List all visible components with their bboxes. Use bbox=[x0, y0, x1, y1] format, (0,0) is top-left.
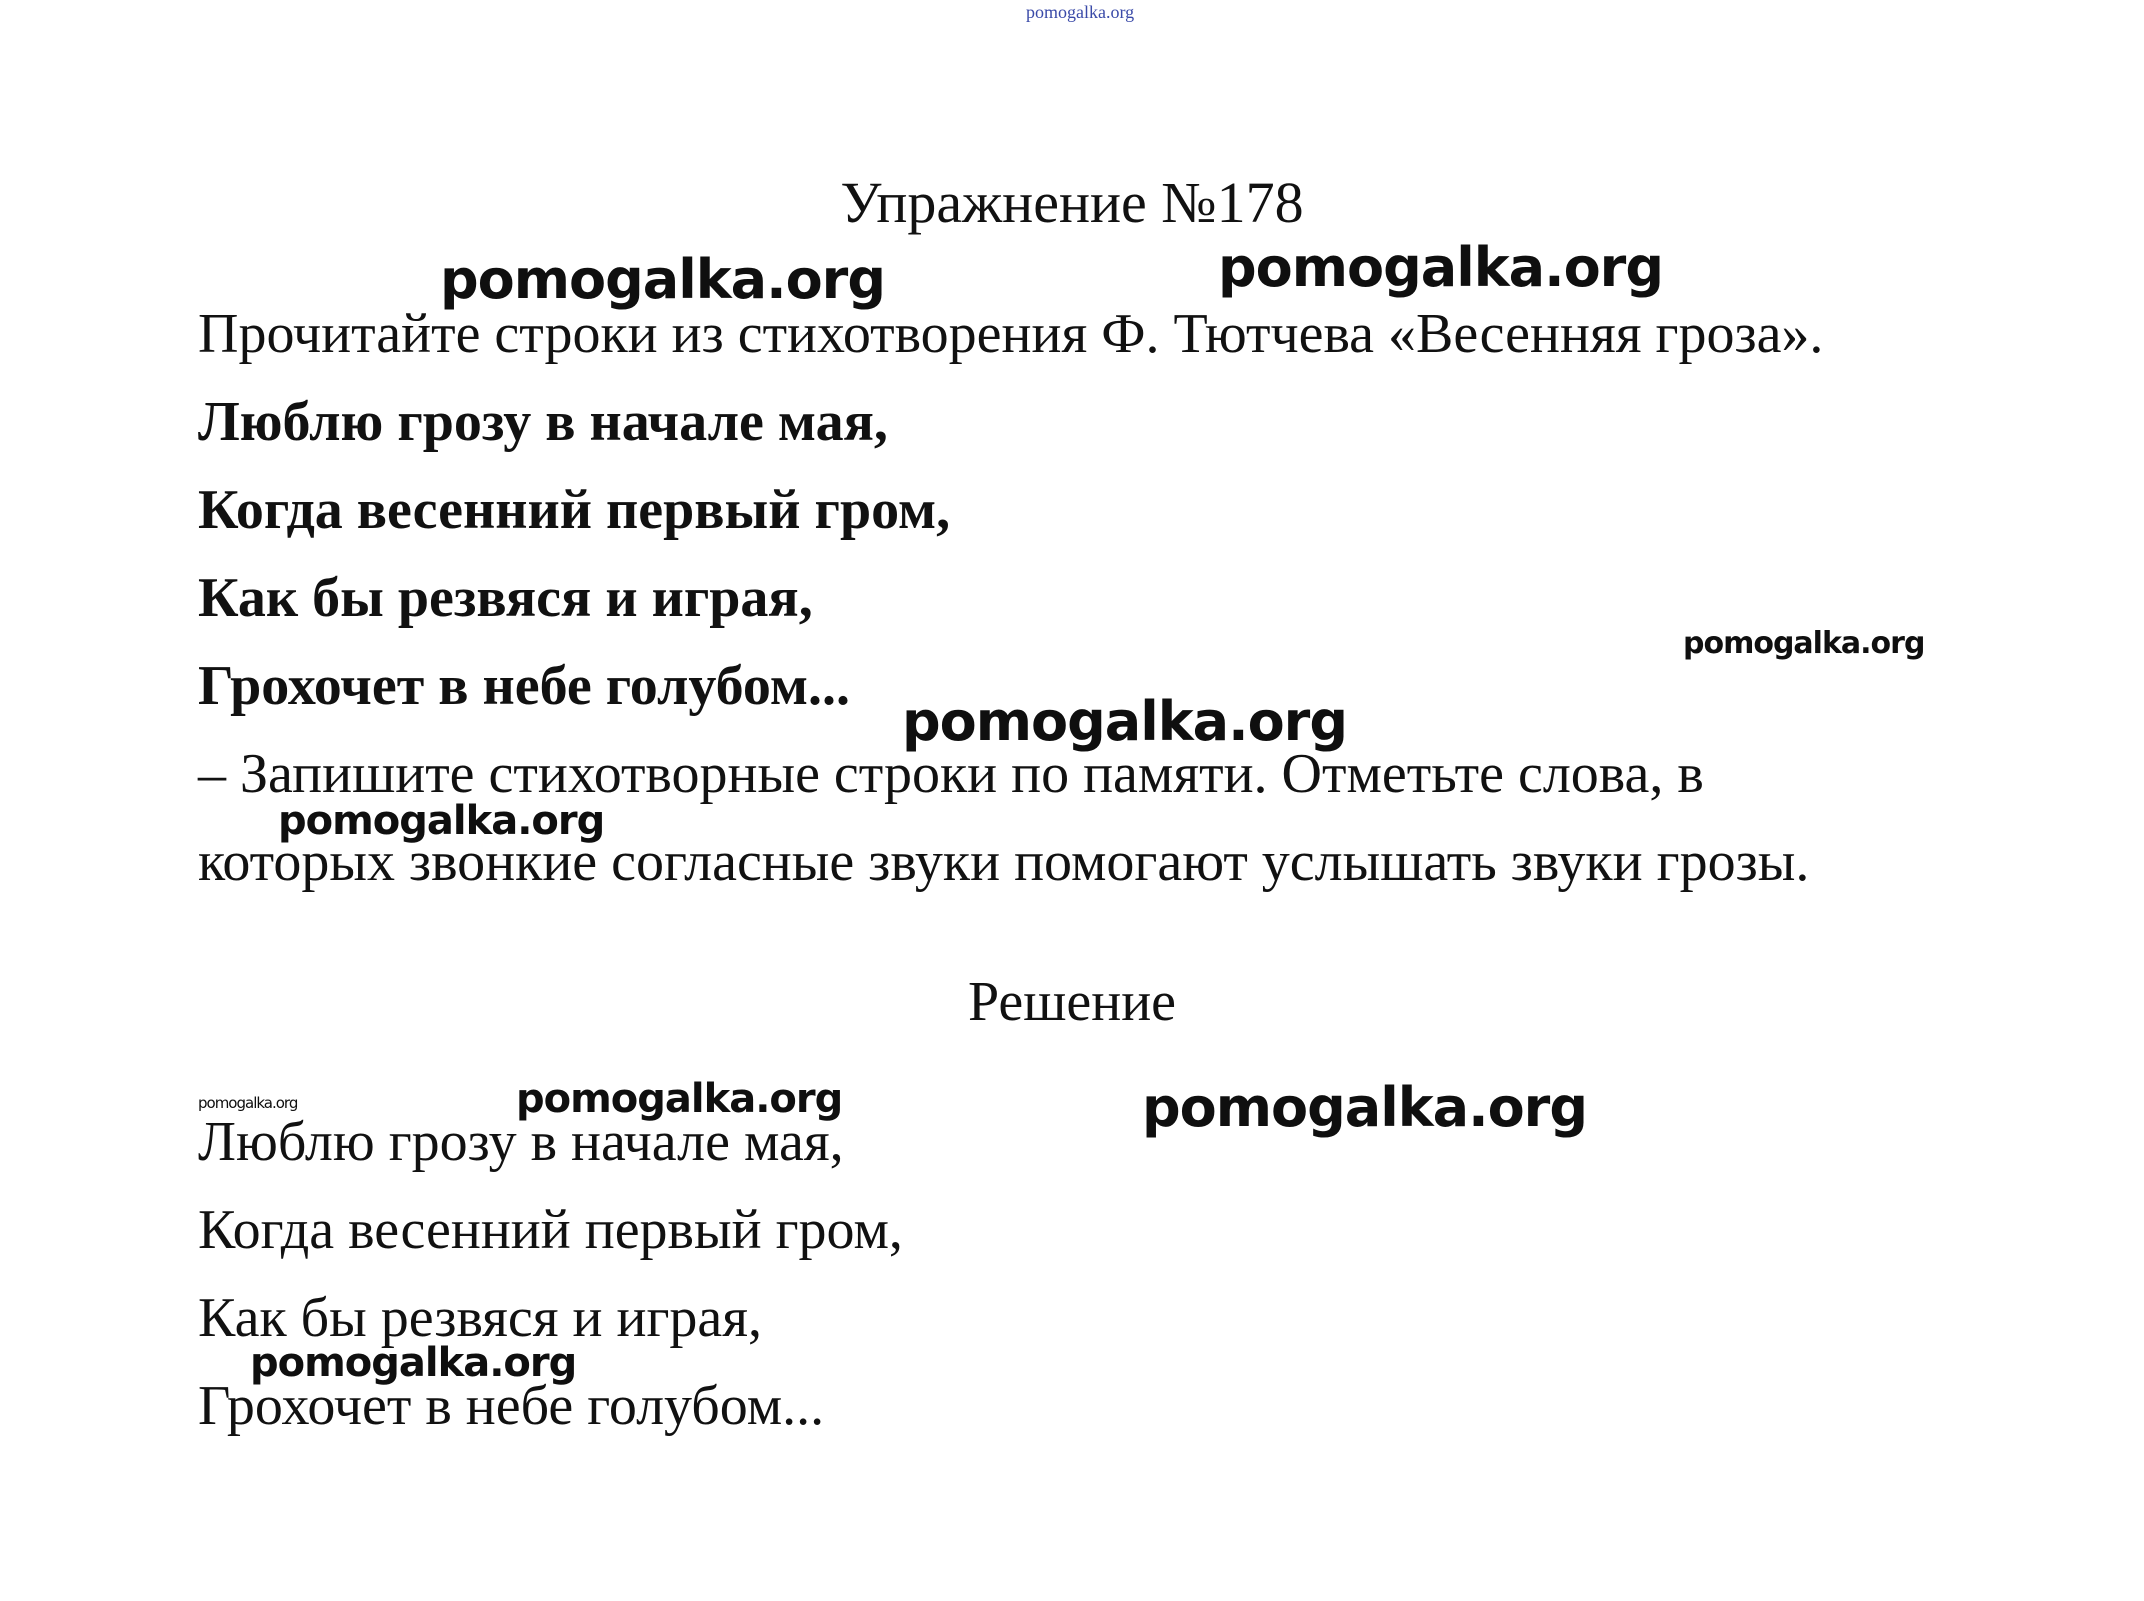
watermark: pomogalka.org bbox=[902, 690, 1347, 753]
solution-heading: Решение bbox=[967, 971, 1177, 1033]
solution-poem-line-4: Грохочет в небе голубом... bbox=[198, 1375, 825, 1437]
watermark: pomogalka.org bbox=[1142, 1076, 1587, 1139]
watermark: pomogalka.org bbox=[516, 1076, 843, 1122]
poem-line-bold-1: Люблю грозу в начале мая, bbox=[198, 391, 888, 453]
solution-poem-line-2: Когда весенний первый гром, bbox=[198, 1199, 903, 1261]
instruction-text: Прочитайте строки из стихотворения Ф. Тютчева «Весенняя гроза». bbox=[198, 303, 1824, 365]
solution-poem-line-1: Люблю грозу в начале мая, bbox=[198, 1111, 844, 1173]
watermark: pomogalka.org bbox=[1683, 626, 1925, 661]
watermark: pomogalka.org bbox=[198, 1094, 298, 1112]
poem-line-bold-4: Грохочет в небе голубом... bbox=[198, 655, 851, 717]
task-line-2: которых звонкие согласные звуки помогают услышать звуки грозы. bbox=[198, 831, 1810, 893]
solution-poem-line-3: Как бы резвяся и играя, bbox=[198, 1287, 763, 1349]
poem-line-bold-3: Как бы резвяся и играя, bbox=[198, 567, 813, 629]
poem-line-bold-2: Когда весенний первый гром, bbox=[198, 479, 951, 541]
watermark: pomogalka.org bbox=[1218, 236, 1663, 299]
watermark: pomogalka.org bbox=[250, 1340, 577, 1386]
header-site-link[interactable]: pomogalka.org bbox=[1026, 2, 1135, 22]
watermark: pomogalka.org bbox=[440, 248, 885, 311]
exercise-title: Упражнение №178 bbox=[840, 170, 1304, 235]
task-line-1: – Запишите стихотворные строки по памяти. Отметьте слова, в bbox=[198, 743, 1704, 805]
watermark: pomogalka.org bbox=[278, 798, 605, 844]
